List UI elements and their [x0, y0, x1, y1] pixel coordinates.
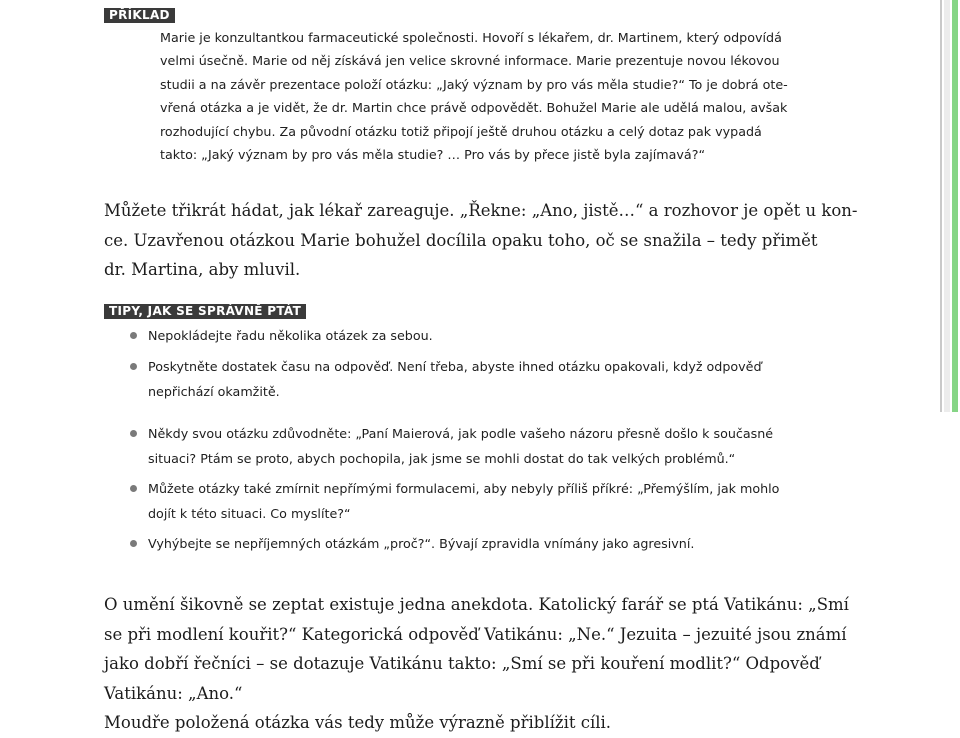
bullet-icon [130, 485, 137, 492]
tip-line: situaci? Ptám se proto, abych pochopila, jak jsme se mohli dostat do tak velkých problémů.“ [148, 451, 736, 466]
paragraph-2 [104, 590, 849, 738]
example-label: PŘÍKLAD [104, 8, 175, 23]
example-line: studii a na závěr prezentace položí otázku: „Jaký význam by pro vás měla studie?“ To je dobrá ote- [160, 76, 788, 92]
tips-label: TIPY, JAK SE SPRÁVNĚ PTÁT [104, 304, 306, 319]
paragraph-line: O umění šikovně se zeptat existuje jedna anekdota. Katolický farář se ptá Vatikánu: „Smí [104, 595, 849, 614]
paragraph-line: dr. Martina, aby mluvil. [104, 260, 301, 279]
bullet-icon [130, 430, 137, 437]
tip-line: Vyhýbejte se nepříjemných otázkám „proč?“. Bývají zpravidla vnímány jako agresivní. [148, 536, 695, 551]
page-edge-shadow [944, 0, 950, 412]
bullet-icon [130, 332, 137, 339]
tip-line: Můžete otázky také zmírnit nepřímými formulacemi, aby nebyly příliš příkré: „Přemýšlím, jak mohlo [148, 481, 780, 496]
paragraph-line: se při modlení kouřit?“ Kategorická odpověď Vatikánu: „Ne.“ Jezuita – jezuité jsou známí [104, 624, 847, 644]
tip-line: Poskytněte dostatek času na odpověď. Není třeba, abyste ihned otázku opakovali, když odpověď [148, 359, 762, 374]
example-text [160, 26, 788, 166]
paragraph-line: jako dobří řečníci – se dotazuje Vatikánu takto: „Smí se při kouření modlit?“ Odpověď [104, 654, 820, 673]
paragraph-line: Moudře položená otázka vás tedy může výrazně přiblížit cíli. [104, 713, 612, 732]
example-line: vřená otázka a je vidět, že dr. Martin chce právě odpovědět. Bohužel Marie ale udělá malou, avšak [160, 100, 788, 116]
tip-line: nepřichází okamžitě. [148, 384, 280, 399]
example-line: takto: „Jaký význam by pro vás měla studie? … Pro vás by přece jistě byla zajímavá?“ [160, 146, 706, 162]
bullet-icon [130, 363, 137, 370]
bullet-icon [130, 540, 137, 547]
tip-line: Někdy svou otázku zdůvodněte: „Paní Maierová, jak podle vašeho názoru přesně došlo k současné [148, 426, 774, 441]
paragraph-1 [104, 196, 857, 285]
paragraph-line: Můžete třikrát hádat, jak lékař zareaguje. „Řekne: „Ano, jistě…“ a rozhovor je opět u kon- [104, 201, 858, 220]
example-line: velmi úsečně. Marie od něj získává jen velice skrovné informace. Marie prezentuje novou lékovou [160, 53, 780, 69]
paragraph-line: Vatikánu: „Ano.“ [104, 683, 243, 703]
page-edge-green-strip [952, 0, 958, 412]
example-line: rozhodující chybu. Za původní otázku totiž připojí ještě druhou otázku a celý dotaz pak vypadá [160, 123, 762, 139]
tip-line: Nepokládejte řadu několika otázek za sebou. [148, 328, 433, 343]
paragraph-line: ce. Uzavřenou otázkou Marie bohužel docílila opaku toho, oč se snažila – tedy přimět [104, 230, 818, 250]
tip-line: dojít k této situaci. Co myslíte?“ [148, 506, 351, 521]
page-edge-line [940, 0, 942, 412]
example-line: Marie je konzultantkou farmaceutické společnosti. Hovoří s lékařem, dr. Martinem, který odpovídá [160, 30, 782, 45]
